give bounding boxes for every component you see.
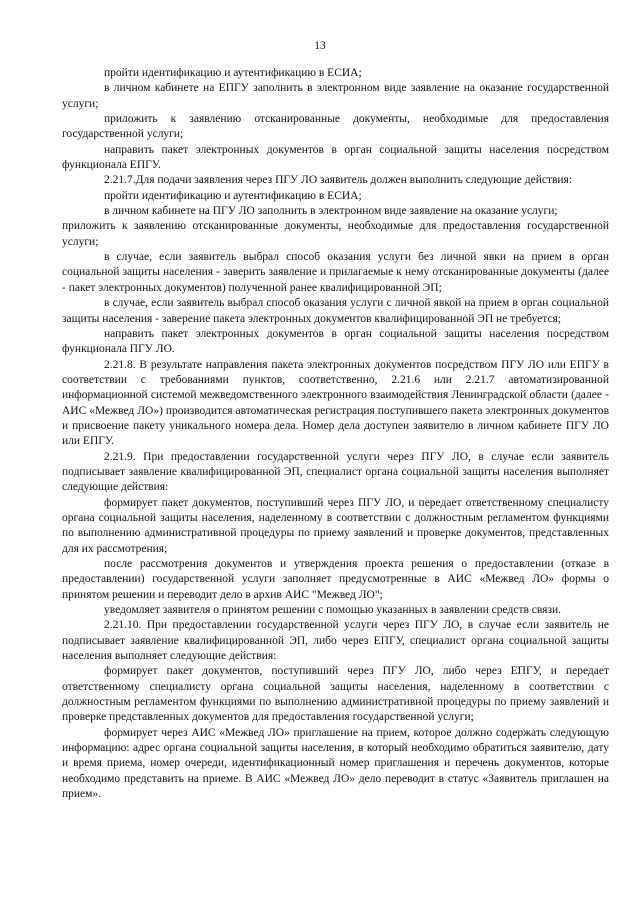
paragraph: в личном кабинете на ПГУ ЛО заполнить в электронном виде заявление на оказание услуги; — [104, 205, 558, 218]
paragraph: в личном кабинете на ЕПГУ заполнить в электронном виде заявление на оказание государственной услуги; — [62, 82, 609, 110]
paragraph: в случае, если заявитель выбрал способ оказания услуги без личной явки на прием в орган социальной защиты населения - заверить заявление и прилагаемые к нему отсканированные документы (далее - пакет электронных документов) полученной ранее квалифицированной ЭП; — [62, 251, 609, 294]
paragraph: пройти идентификацию и аутентификацию в ЕСИА; — [104, 67, 362, 79]
paragraph: пройти идентификацию и аутентификацию в ЕСИА; — [104, 189, 362, 202]
paragraph: уведомляет заявителя о принятом решении с помощью указанных в заявлении средств связи. — [104, 604, 562, 617]
paragraph: направить пакет электронных документов в орган социальной защиты населения посредством функционала ЕПГУ. — [62, 143, 609, 172]
paragraph: 2.21.7.Для подачи заявления через ПГУ ЛО заявитель должен выполнить следующие действия: — [104, 174, 573, 187]
document-body — [62, 66, 609, 803]
paragraph: формирует пакет документов, поступивший через ПГУ ЛО, и передает ответственному специалисту органа социальной защиты населения, наделенному в соответствии с должностным регламентом функциями по выполнению административной процедуры по приему заявлений и проверке документов, представленных для их рассмотрения; — [62, 496, 609, 555]
paragraph: формирует пакет документов, поступивший через ПГУ ЛО, либо через ЕПГУ, и передает ответственному специалисту органа социальной защиты населения, наделенному в соответствии с должностным регламентом функциями по выполнению административной процедуры по приему заявлений и проверке представленных документов для предоставления государственной услуги; — [62, 665, 609, 724]
paragraph: 2.21.9. При предоставлении государственной услуги через ПГУ ЛО, в случае если заявитель подписывает заявление квалифицированной ЭП, специалист органа социальной защиты населения выполняет следующие действия: — [62, 450, 609, 494]
paragraph: направить пакет электронных документов в орган социальной защиты населения посредством функционала ПГУ ЛО. — [62, 327, 609, 356]
paragraph: после рассмотрения документов и утверждения проекта решения о предоставлении (отказе в предоставлении) государственной услуги заполняет предусмотренные в АИС «Межвед ЛО» формы о принятом решении и переводит дело в архив АИС "Межвед ЛО"; — [62, 558, 609, 601]
page-number: 13 — [314, 40, 326, 52]
paragraph: 2.21.8. В результате направления пакета электронных документов посредством ПГУ ЛО или ЕПГУ в соответствии с требованиями пунктов, соответственно, 2.21.6 или 2.21.7 автоматизированной информационной системой межведомственного электронного взаимодействия Ленинградской области (далее - АИС «Межвед ЛО») производится автоматическая регистрация поступившего пакета электронных документов и присвоение пакету уникального номера дела. Номер дела доступен заявителю в личном кабинете ПГУ ЛО или ЕПГУ. — [62, 358, 609, 448]
paragraph: приложить к заявлению отсканированные документы, необходимые для предоставления государственной услуги; — [62, 220, 609, 248]
paragraph: 2.21.10. При предоставлении государственной услуги через ПГУ ЛО, в случае если заявитель не подписывает заявление квалифицированной ЭП, либо через ЕПГУ, специалист органа социальной защиты населения выполняет следующие действия: — [62, 619, 609, 663]
paragraph: приложить к заявлению отсканированные документы, необходимые для предоставления государственной услуги; — [62, 113, 609, 141]
paragraph: в случае, если заявитель выбрал способ оказания услуги с личной явкой на прием в орган социальной защиты населения - заверение пакета электронных документов квалифицированной ЭП не требуется; — [62, 297, 609, 325]
paragraph: формирует через АИС «Межвед ЛО» приглашение на прием, которое должно содержать следующую информацию: адрес органа социальной защиты населения, в который необходимо обратиться заявителю, дату и время приема, номер очереди, идентификационный номер приглашения и перечень документов, которые необходимо представить на приеме. В АИС «Межвед ЛО» дело переводит в статус «Заявитель приглашен на прием». — [62, 726, 609, 801]
